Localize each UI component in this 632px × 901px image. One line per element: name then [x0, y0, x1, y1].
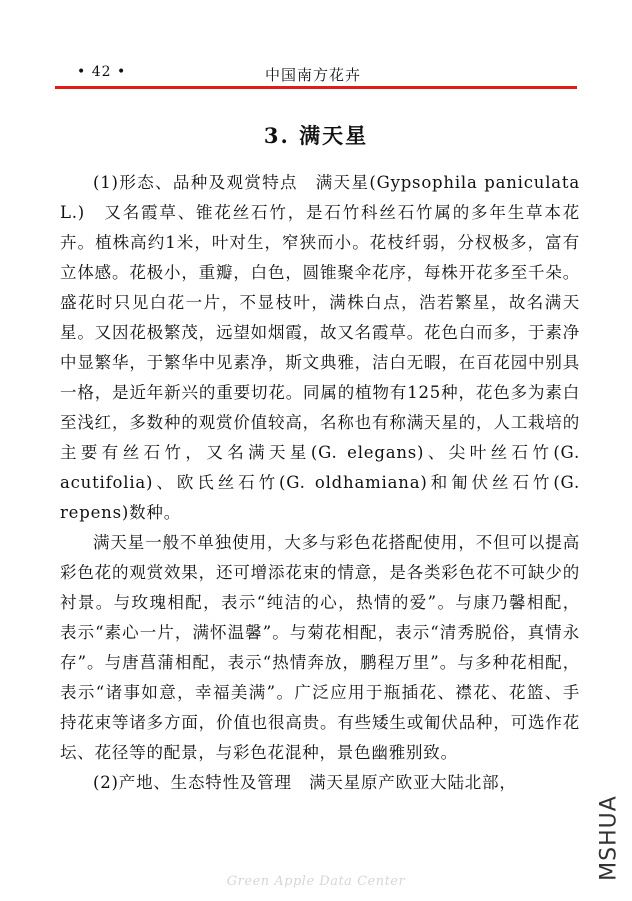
bottom-watermark: Green Apple Data Center [226, 874, 406, 889]
body-text [60, 168, 580, 798]
paragraph-1: (1)形态、品种及观赏特点 满天星(Gypsophila paniculata L.) 又名霞草、锥花丝石竹，是石竹科丝石竹属的多年生草本花卉。植株高约1米，叶对生，窄狭而小。花枝纤弱，分杈极多，富有立体感。花极小，重瓣，白色，圆锥聚伞花序，每株开花多至千朵。盛花时只见白花一片，不显枝叶，满株白点，浩若繁星，故名满天星。又因花极繁茂，远望如烟霞，故又名霞草。花色白而多，于素净中显繁华，于繁华中见素净，斯文典雅，洁白无暇，在百花园中别具一格，是近年新兴的重要切花。同属的植物有125种，花色多为素白至浅红，多数种的观赏价值较高，名称也有称满天星的，人工栽培的主要有丝石竹，又名满天星(G. elegans)、尖叶丝石竹(G. acutifolia)、欧氏丝石竹(G. oldhamiana)和匍伏丝石竹(G. repens)数种。 [60, 173, 580, 522]
paragraph-3: (2)产地、生态特性及管理 满天星原产欧亚大陆北部， [93, 773, 517, 792]
paragraph-2: 满天星一般不单独使用，大多与彩色花搭配使用，不但可以提高彩色花的观赏效果，还可增添花束的情意，是各类彩色花不可缺少的衬景。与玫瑰相配，表示“纯洁的心，热情的爱”。与康乃馨相配，表示“素心一片，满怀温馨”。与菊花相配，表示“清秀脱俗，真情永存”。与唐菖蒲相配，表示“热情奔放，鹏程万里”。与多种花相配，表示“诸事如意，幸福美满”。广泛应用于瓶插花、襟花、花篮、手持花束等诸多方面，价值也很高贵。有些矮生或匍伏品种，可选作花坛、花径等的配景，与彩色花混种，景色幽雅别致。 [60, 533, 580, 762]
side-watermark-text: MSHUA [596, 795, 622, 881]
page-header [55, 62, 577, 84]
page-number: • 42 • [77, 64, 127, 80]
header-divider [55, 86, 577, 89]
side-watermark [594, 788, 624, 888]
running-title: 中国南方花卉 [265, 66, 362, 84]
section-title: 3. 满天星 [263, 123, 369, 148]
